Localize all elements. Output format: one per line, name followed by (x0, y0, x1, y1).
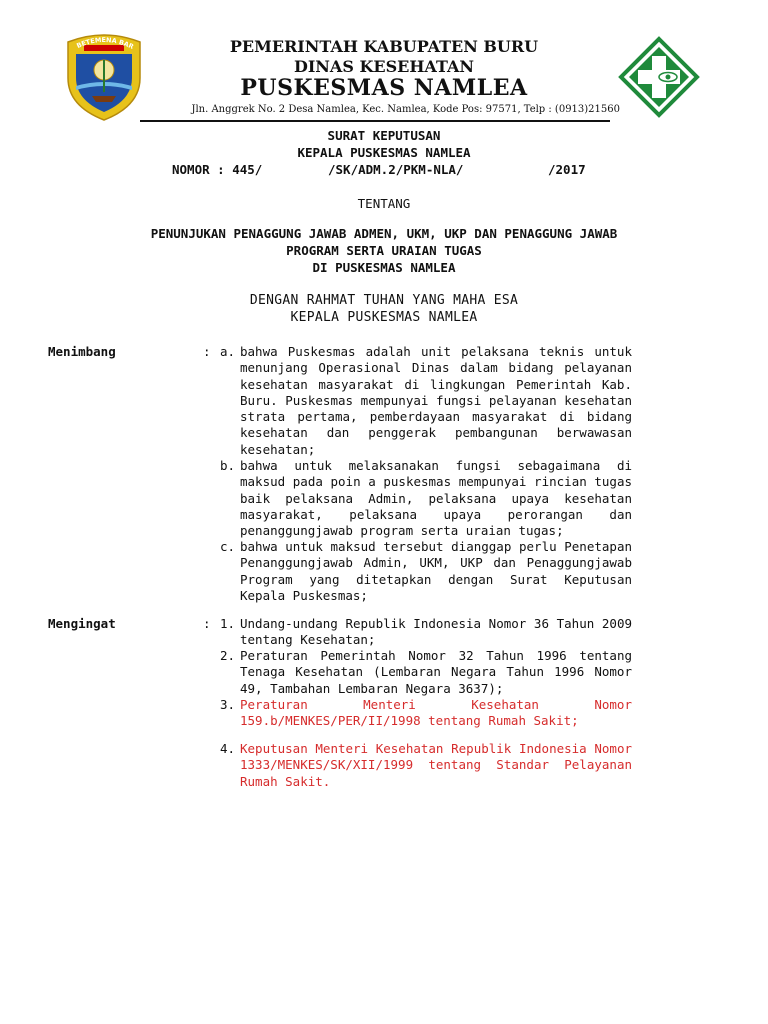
mengingat-marker-3: 3. (220, 697, 236, 712)
decree-issuer: KEPALA PUSKESMAS NAMLEA (297, 145, 471, 160)
letterhead-address: Jln. Anggrek No. 2 Desa Namlea, Kec. Namlea, Kode Pos: 97571, Telp : (0913)21560 (191, 104, 620, 115)
decree-number-label: NOMOR : 445/ (172, 162, 263, 177)
menimbang-item-c: bahwa untuk maksud tersebut dianggap perlu Penetapan Penanggungjawab Admin, UKM, UKP dan Penaggungjawab Program yang ditetapkan dengan Surat Keputusan Kepala Puskesmas; (240, 539, 632, 603)
menimbang-colon: : (203, 344, 211, 359)
mengingat-marker-2: 2. (220, 648, 236, 663)
mengingat-label: Mengingat (48, 616, 116, 631)
mengingat-item-4: Keputusan Menteri Kesehatan Republik Indonesia Nomor 1333/MENKES/SK/XII/1999 tentang Standar Pelayanan Rumah Sakit. (240, 741, 632, 789)
menimbang-marker-a: a. (220, 344, 236, 359)
mengingat-item-3: Peraturan Menteri Kesehatan Nomor 159.b/MENKES/PER/II/1998 tentang Rumah Sakit; (240, 697, 632, 729)
menimbang-marker-b: b. (220, 458, 236, 473)
decree-number-year: /2017 (548, 162, 586, 177)
mengingat-item-2: Peraturan Pemerintah Nomor 32 Tahun 1996 tentang Tenaga Kesehatan (Lembaran Negara Tahun 1996 Nomor 49, Tambahan Lembaran Negara 3637); (240, 648, 632, 696)
letterhead-divider (140, 120, 610, 122)
tentang-heading: TENTANG (357, 196, 411, 211)
menimbang-label: Menimbang (48, 344, 116, 359)
letterhead-department: DINAS KESEHATAN (293, 57, 475, 76)
subject-line-3: DI PUSKESMAS NAMLEA (312, 260, 456, 275)
letterhead-institution: PUSKESMAS NAMLEA (240, 75, 528, 101)
decree-title: SURAT KEPUTUSAN (327, 128, 441, 143)
subject-line-2: PROGRAM SERTA URAIAN TUGAS (286, 243, 482, 258)
subject-line-1: PENUNJUKAN PENAGGUNG JAWAB ADMEN, UKM, UKP DAN PENAGGUNG JAWAB (150, 226, 618, 241)
menimbang-marker-c: c. (220, 539, 236, 554)
menimbang-item-b: bahwa untuk melaksanakan fungsi sebagaimana di maksud pada poin a puskesmas mempunyai rincian tugas baik pelaksana Admin, pelaksana upaya kesehatan masyarakat, pelaksana upaya perorangan dan penanggungjawab program serta uraian tugas; (240, 458, 632, 539)
mengingat-item-1: Undang-undang Republik Indonesia Nomor 36 Tahun 2009 tentang Kesehatan; (240, 616, 632, 648)
mengingat-colon: : (203, 616, 211, 631)
invocation-line-1: DENGAN RAHMAT TUHAN YANG MAHA ESA (249, 293, 519, 308)
mengingat-marker-1: 1. (220, 616, 236, 631)
decree-number-code: /SK/ADM.2/PKM-NLA/ (328, 162, 464, 177)
menimbang-item-a: bahwa Puskesmas adalah unit pelaksana teknis untuk menunjang Operasional Dinas dalam bidang pelayanan kesehatan masyarakat di lingkungan Pemerintah Kab. Buru. Puskesmas mempunyai fungsi pelayanan kesehatan strata pertama, pemberdayaan masyarakat di bidang kesehatan dan penggerak pembangunan berwawasan kesehatan; (240, 344, 632, 457)
letterhead-government: PEMERINTAH KABUPATEN BURU (229, 37, 539, 56)
invocation-line-2: KEPALA PUSKESMAS NAMLEA (290, 310, 478, 325)
mengingat-marker-4: 4. (220, 741, 236, 756)
seal-text: BETEMENA BAR (75, 35, 136, 51)
